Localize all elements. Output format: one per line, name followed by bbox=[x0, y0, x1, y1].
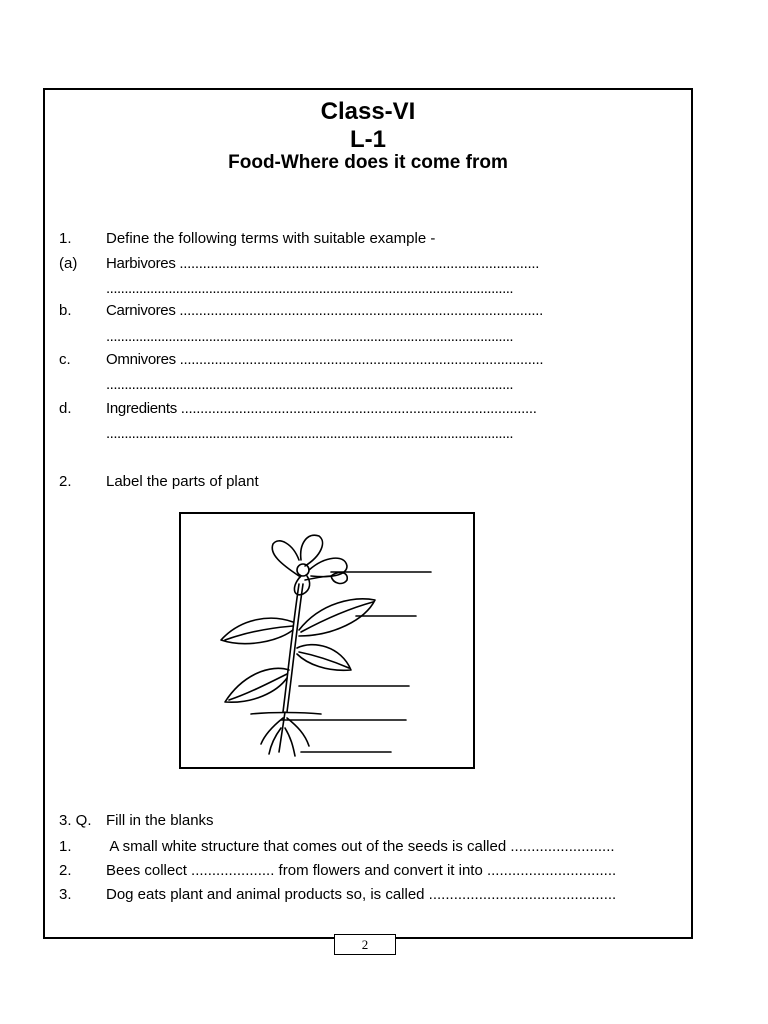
q3-prompt: Fill in the blanks bbox=[106, 812, 214, 829]
flower-petal-left bbox=[272, 541, 299, 576]
flower-center bbox=[297, 564, 309, 576]
q1-item-c-marker: c. bbox=[59, 351, 71, 368]
q2-number: 2. bbox=[59, 473, 72, 490]
q1-item-d-marker: d. bbox=[59, 400, 72, 417]
lesson-title: L-1 bbox=[350, 126, 386, 153]
chapter-title: Food-Where does it come from bbox=[228, 152, 508, 173]
flower-petal-right bbox=[309, 558, 347, 577]
q3-item-3-text: Dog eats plant and animal products so, is called ............................................. bbox=[106, 886, 617, 903]
q1-item-b-marker: b. bbox=[59, 302, 72, 319]
q2-prompt: Label the parts of plant bbox=[106, 473, 259, 490]
q1-prompt: Define the following terms with suitable example - bbox=[106, 230, 436, 247]
page-number: 2 bbox=[334, 934, 396, 955]
class-title: Class-VI bbox=[320, 98, 416, 125]
q1-item-b-text: Carnivores .............................................................................................. bbox=[106, 302, 543, 319]
q1-item-d-text: Ingredients ............................................................................................ bbox=[106, 400, 537, 417]
q3-item-1-marker: 1. bbox=[59, 838, 72, 855]
q1-number: 1. bbox=[59, 230, 72, 247]
ground-line bbox=[251, 713, 321, 715]
q3-item-2-marker: 2. bbox=[59, 862, 72, 879]
leaf-right-lower bbox=[297, 645, 351, 671]
root-right bbox=[287, 718, 309, 746]
q3-item-3-marker: 3. bbox=[59, 886, 72, 903]
q1-item-b-answer-line: ............................................................................................................... bbox=[106, 328, 514, 345]
q3-number: 3. Q. bbox=[59, 812, 92, 829]
q1-item-a-text: Harbivores ............................................................................................. bbox=[106, 255, 540, 272]
q3-item-2-text: Bees collect .................... from flowers and convert it into ............................... bbox=[106, 862, 617, 879]
q1-item-a-answer-line: ............................................................................................................... bbox=[106, 280, 514, 297]
q1-item-c-answer-line: ............................................................................................................... bbox=[106, 376, 514, 393]
q1-item-a-marker: (a) bbox=[59, 255, 78, 272]
q1-item-c-text: Omnivores .............................................................................................. bbox=[106, 351, 544, 368]
leaf-left-lower bbox=[225, 668, 289, 702]
q1-item-d-answer-line: ............................................................................................................... bbox=[106, 425, 514, 442]
worksheet-frame bbox=[43, 88, 693, 939]
flower-petal-top bbox=[301, 535, 323, 566]
plant-drawing-svg bbox=[181, 514, 473, 767]
q3-item-1-text: A small white structure that comes out of the seeds is called ......................... bbox=[106, 838, 615, 855]
plant-diagram bbox=[179, 512, 475, 769]
